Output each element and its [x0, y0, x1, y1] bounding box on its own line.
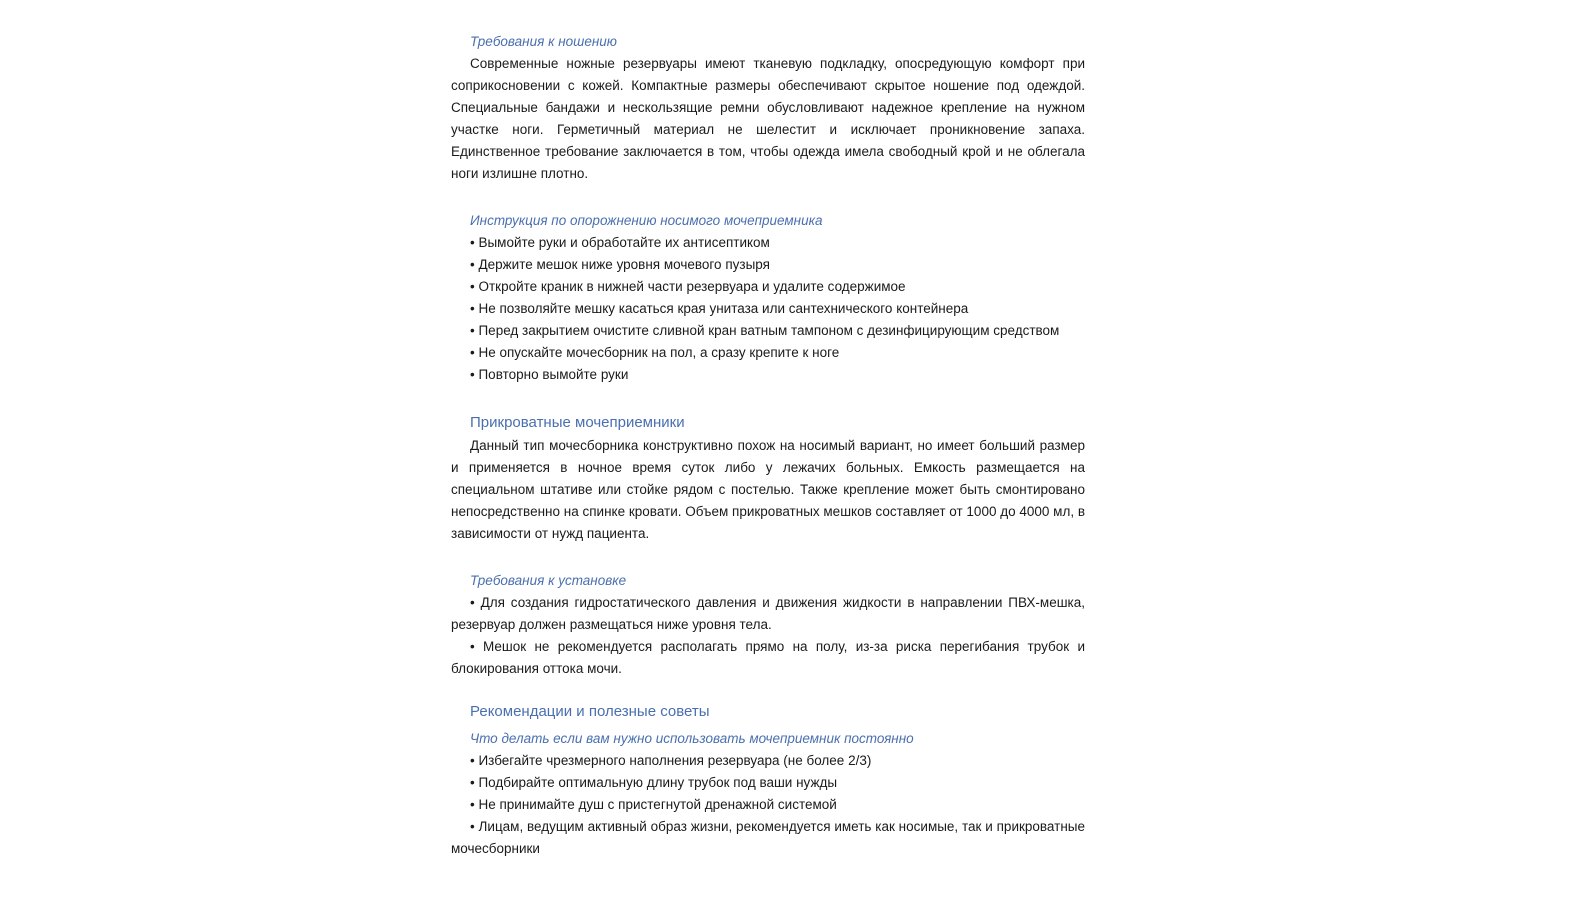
subheading-permanent-use: Что делать если вам нужно использовать мочеприемник постоянно — [470, 731, 914, 746]
list-item: • Подбирайте оптимальную длину трубок под ваши нужды — [470, 775, 838, 790]
paragraph-wearing-requirements: Современные ножные резервуары имеют тканевую подкладку, опосредующую комфорт при соприкосновении с кожей. Компактные размеры обеспечивают скрытое ношение под одеждой. Специальные бандажи и нескользящие ремни обусловливают надежное крепление на нужном участке ноги. Герметичный материал не шелестит и исключает проникновение запаха. Единственное требование заключается в том, чтобы одежда имела свободный крой и не облегала ноги излишне плотно. — [451, 56, 1085, 181]
heading-installation-requirements: Требования к установке — [470, 573, 627, 588]
list-item: • Перед закрытием очистите сливной кран ватным тампоном с дезинфицирующим средством — [470, 323, 1060, 338]
paragraph-bedside-urinals: Данный тип мочесборника конструктивно похож на носимый вариант, но имеет больший размер и применяется в ночное время суток либо у лежачих больных. Емкость размещается на специальном штативе или стойке рядом с постелью. Также крепление может быть смонтировано непосредственно на спинке кровати. Объем прикроватных мешков составляет от 1000 до 4000 мл, в зависимости от нужд пациента. — [451, 438, 1085, 541]
list-item: • Откройте краник в нижней части резервуара и удалите содержимое — [470, 279, 906, 294]
list-item: • Не принимайте душ с пристегнутой дренажной системой — [470, 797, 837, 812]
section-installation-requirements — [451, 570, 1085, 680]
heading-emptying-instructions: Инструкция по опорожнению носимого мочеприемника — [470, 213, 823, 228]
section-emptying-instructions — [451, 210, 1085, 386]
section-bedside-urinals — [451, 411, 1085, 545]
list-item: • Для создания гидростатического давления и движения жидкости в направлении ПВХ-мешка, резервуар должен размещаться ниже уровня тела. — [451, 595, 1085, 632]
heading-wearing-requirements: Требования к ношению — [470, 34, 617, 49]
list-item: • Не позволяйте мешку касаться края унитаза или сантехнического контейнера — [470, 301, 969, 316]
heading-recommendations: Рекомендации и полезные советы — [470, 703, 710, 720]
list-item: • Избегайте чрезмерного наполнения резервуара (не более 2/3) — [470, 753, 872, 768]
list-item: • Держите мешок ниже уровня мочевого пузыря — [470, 257, 770, 272]
section-recommendations — [451, 700, 1085, 860]
document-page — [451, 31, 1085, 860]
list-item: • Повторно вымойте руки — [470, 367, 629, 382]
list-item: • Вымойте руки и обработайте их антисептиком — [470, 235, 770, 250]
list-item: • Не опускайте мочесборник на пол, а сразу крепите к ноге — [470, 345, 840, 360]
list-item: • Мешок не рекомендуется располагать прямо на полу, из-за риска перегибания трубок и блокирования оттока мочи. — [451, 639, 1085, 676]
list-item: • Лицам, ведущим активный образ жизни, рекомендуется иметь как носимые, так и прикроватные мочесборники — [451, 819, 1085, 856]
heading-bedside-urinals: Прикроватные мочеприемники — [470, 414, 685, 431]
section-wearing-requirements — [451, 31, 1085, 185]
